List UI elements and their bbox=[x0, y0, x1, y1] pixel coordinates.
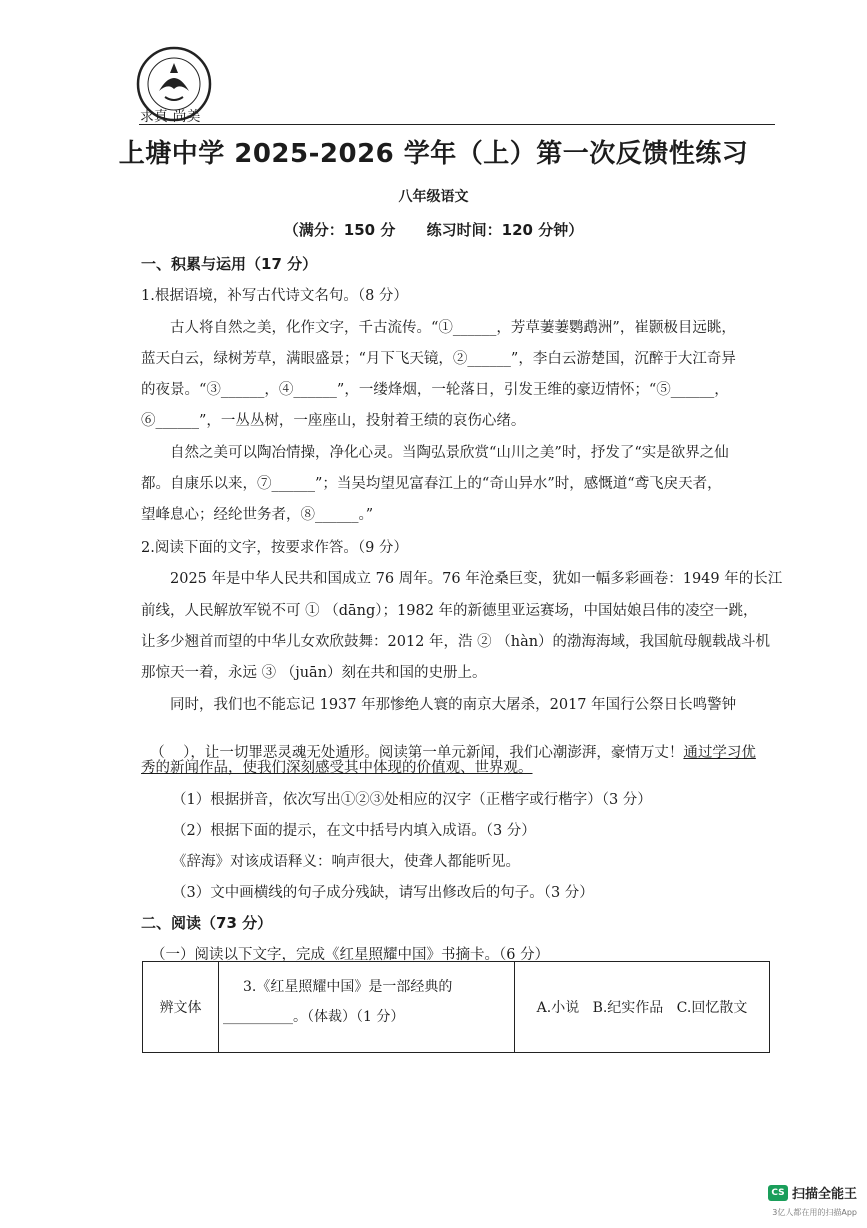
section2-heading: 二、阅读（73 分） bbox=[141, 914, 273, 932]
book-excerpt-card bbox=[142, 961, 770, 1053]
q2-sub1: （1）根据拼音，依次写出①②③处相应的汉字（正楷字或行楷字）（3 分） bbox=[172, 792, 652, 808]
q2-stem: 2.阅读下面的文字，按要求作答。（9 分） bbox=[141, 540, 408, 556]
exam-title: 上塘中学 2025-2026 学年（上）第一次反馈性练习 bbox=[118, 139, 749, 169]
q1-line: 自然之美可以陶冶情操，净化心灵。当陶弘景欣赏“山川之美”时，抒发了“实是欲界之仙 bbox=[170, 445, 729, 461]
q2-line: 让多少翘首而望的中华儿女欢欣鼓舞：2012 年，浩 ② （hàn）的渤海海域，我国航母舰载战斗机 bbox=[141, 634, 771, 650]
q1-line: 的夜景。“③______，④______”，一缕烽烟，一轮落日，引发王维的豪迈情怀；“⑤______， bbox=[141, 382, 729, 398]
underlined-sentence-part1: 通过学习优 bbox=[683, 745, 756, 761]
q2-line: 前线，人民解放军锐不可 ① （dāng）；1982 年的新德里亚运赛场，中国姑娘吕伟的凌空一跳， bbox=[141, 603, 758, 619]
q2-line: 2025 年是中华人民共和国成立 76 周年。76 年沧桑巨变，犹如一幅多彩画卷：1949 年的长江 bbox=[170, 571, 783, 587]
scanner-tagline: 3亿人都在用的扫描App bbox=[772, 1208, 857, 1217]
card-question bbox=[219, 962, 515, 1053]
q1-line: 望峰息心；经纶世务者，⑧______。” bbox=[141, 507, 374, 523]
q1-line: ⑥______”，一丛丛树，一座座山，投射着王绩的哀伤心绪。 bbox=[141, 413, 526, 429]
q1-line: 蓝天白云，绿树芳草，满眼盛景；“月下飞天镜，②______”，李白云游楚国，沉醉于大江奇异 bbox=[141, 351, 736, 367]
q1-line: 都。自康乐以来，⑦______”；当吴均望见富春江上的“奇山异水”时，感慨道“鸢飞戾天者， bbox=[141, 476, 722, 492]
q2-line: （ ），让一切罪恶灵魂无处遁形。阅读第一单元新闻，我们心潮澎湃，豪情万丈！通过学习优 bbox=[150, 745, 756, 761]
section1-heading: 一、积累与运用（17 分） bbox=[141, 255, 318, 273]
card-question-line1: 3.《红星照耀中国》是一部经典的 bbox=[243, 979, 453, 995]
section2-part1: （一）阅读以下文字，完成《红星照耀中国》书摘卡。（6 分） bbox=[151, 947, 550, 963]
q2-sub2: （2）根据下面的提示，在文中括号内填入成语。（3 分） bbox=[172, 823, 536, 839]
q1-stem: 1.根据语境，补写古代诗文名句。（8 分） bbox=[141, 288, 408, 304]
q1-line: 古人将自然之美，化作文字，千古流传。“①______，芳草萋萋鹦鹉洲”，崔颢极目远眺， bbox=[170, 320, 736, 336]
underlined-sentence-part2: 秀的新闻作品，使我们深刻感受其中体现的价值观、世界观。 bbox=[141, 760, 533, 776]
header-rule bbox=[139, 124, 775, 125]
q2-hint: 《辞海》对该成语释义：响声很大，使聋人都能听见。 bbox=[172, 854, 520, 870]
card-label: 辨文体 bbox=[143, 962, 219, 1053]
score-and-time: （满分：150 分 练习时间：120 分钟） bbox=[283, 221, 584, 239]
cs-logo-icon: CS bbox=[768, 1185, 788, 1201]
q2-line: 那惊天一着，永远 ③ （juān）刻在共和国的史册上。 bbox=[141, 665, 487, 681]
card-question-line2: __________。（体裁）（1 分） bbox=[223, 1009, 405, 1025]
q2-sub3: （3）文中画横线的句子成分残缺，请写出修改后的句子。（3 分） bbox=[172, 885, 594, 901]
scanner-watermark bbox=[768, 1183, 857, 1202]
exam-subtitle: 八年级语文 bbox=[398, 189, 469, 205]
card-options: A.小说 B.纪实作品 C.回忆散文 bbox=[515, 962, 770, 1053]
scanner-name: 扫描全能王 bbox=[791, 1187, 857, 1202]
q2-line: 同时，我们也不能忘记 1937 年那惨绝人寰的南京大屠杀，2017 年国行公祭日长鸣警钟 bbox=[170, 697, 737, 713]
school-motto: 求真 尚美 bbox=[140, 109, 201, 125]
